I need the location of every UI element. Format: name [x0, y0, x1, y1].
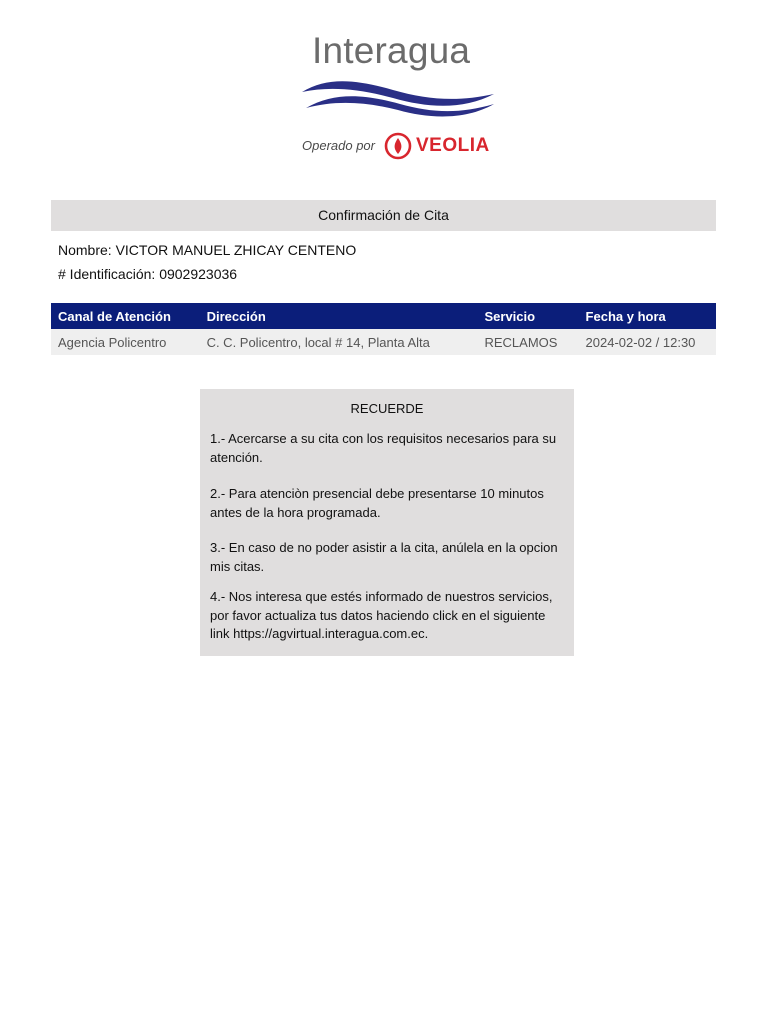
- reminder-item: 1.- Acercarse a su cita con los requisitos necesarios para su atención.: [210, 431, 557, 465]
- operated-by-row: [302, 130, 502, 160]
- table-header-row: [51, 303, 716, 329]
- reminder-item: 2.- Para atenciòn presencial debe presentarse 10 minutos antes de la hora programada.: [210, 486, 544, 520]
- operated-by-text: Operado por: [302, 138, 375, 153]
- person-name: [58, 242, 356, 258]
- table-row: [51, 329, 716, 355]
- header-datetime: Fecha y hora: [579, 303, 716, 329]
- appointment-table: [51, 303, 716, 355]
- cell-service: RECLAMOS: [477, 329, 578, 355]
- cell-address: C. C. Policentro, local # 14, Planta Alta: [200, 329, 478, 355]
- waves-icon: [298, 78, 502, 118]
- header-channel: Canal de Atención: [51, 303, 200, 329]
- reminder-title: RECUERDE: [350, 401, 424, 416]
- brand-name: Interagua: [312, 30, 471, 71]
- reminder-box: [200, 389, 574, 656]
- interagua-logo: [298, 28, 502, 163]
- header-address: Dirección: [200, 303, 478, 329]
- reminder-item: 3.- En caso de no poder asistir a la cita, anúlela en la opcion mis citas.: [210, 540, 558, 574]
- veolia-icon: [384, 132, 412, 160]
- id-value: 0902923036: [159, 266, 238, 282]
- id-label: # Identificación:: [58, 266, 156, 282]
- person-id: [58, 266, 237, 282]
- reminder-item: 4.- Nos interesa que estés informado de nuestros servicios, por favor actualiza tus datos haciendo click en el siguiente link https://agvirtual.interagua.com.ec.: [210, 589, 553, 641]
- cell-channel: Agencia Policentro: [51, 329, 200, 355]
- cell-datetime: 2024-02-02 / 12:30: [579, 329, 716, 355]
- partner-name: VEOLIA: [416, 135, 490, 156]
- section-title: Confirmación de Cita: [51, 200, 716, 231]
- name-label: Nombre:: [58, 242, 112, 258]
- name-value: VICTOR MANUEL ZHICAY CENTENO: [115, 242, 357, 258]
- header-service: Servicio: [477, 303, 578, 329]
